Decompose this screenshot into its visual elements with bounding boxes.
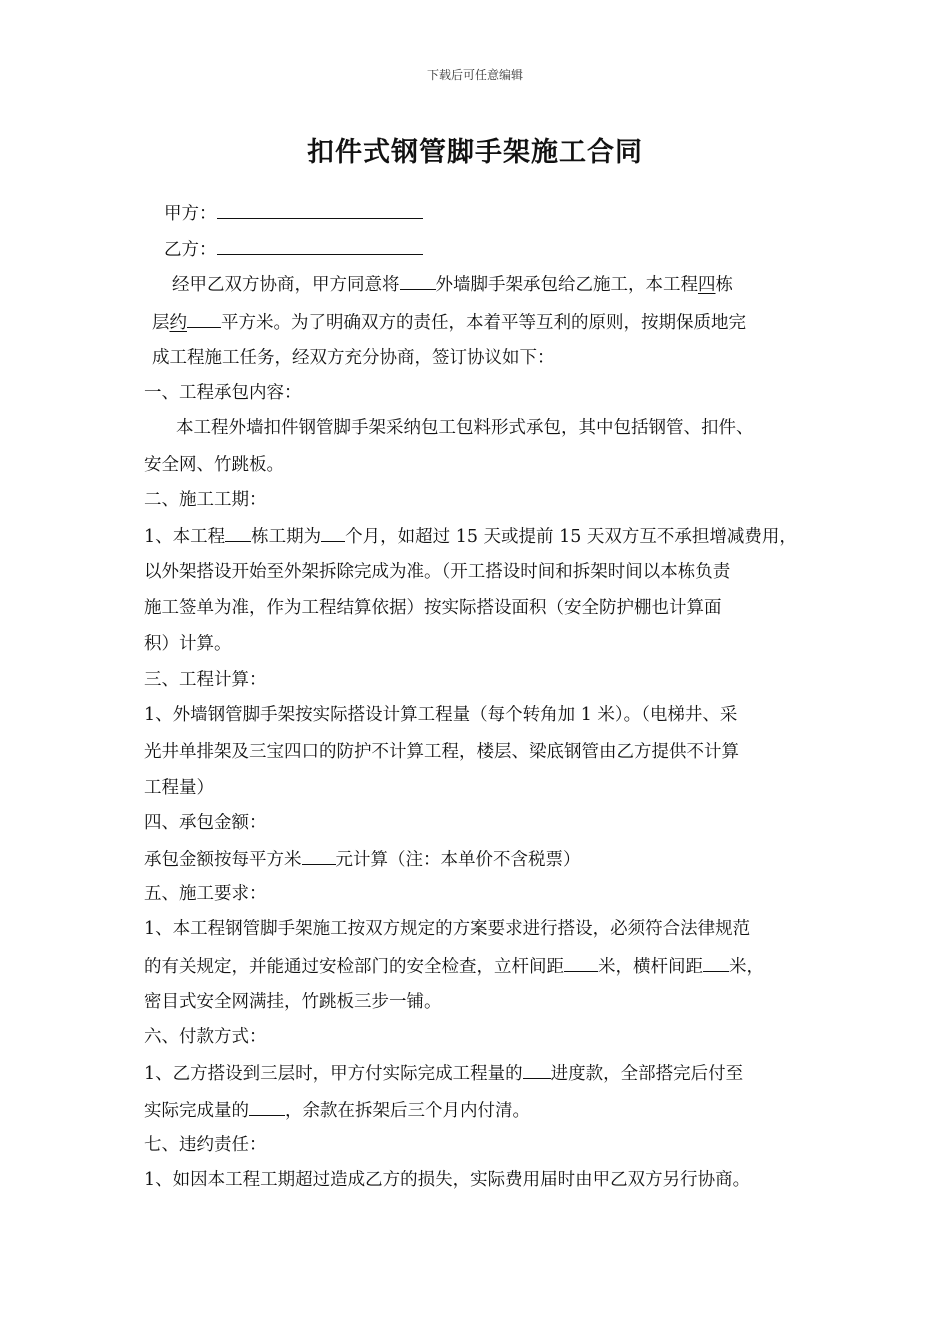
blank-field [703,953,729,972]
blank-field [564,953,598,972]
party-b-blank [217,236,423,255]
section-6-line-1 [144,1060,743,1086]
intro-line-2 [152,309,746,335]
section-5-text: 1、本工程钢管脚手架施工按双方规定的方案要求进行搭设，必须符合法律规范 [144,919,751,939]
party-a-line [164,200,423,226]
section-2-text: 积）计算。 [144,634,232,654]
section-4-heading: 四、承包金额： [144,813,267,833]
section-5-text: 密目式安全网满挂，竹跳板三步一铺。 [144,992,442,1012]
intro-line-1 [172,271,733,297]
party-a-blank [217,200,423,219]
header-note: 下载后可任意编辑 [426,68,523,82]
section-4-line-1 [144,846,581,872]
section-2-text: 个月，如超过 15 天或提前 15 天双方互不承担增减费用， [345,527,797,547]
party-b-label: 乙方： [164,240,217,260]
section-7-text: 1、如因本工程工期超过造成乙方的损失，实际费用届时由甲乙双方另行协商。 [144,1170,751,1190]
intro-text: 外墙脚手架承包给乙施工，本工程 [435,275,698,295]
section-2-text: 栋工期为 [251,527,322,547]
section-6-line-2 [144,1097,530,1123]
blank-field [302,846,336,865]
section-6-heading: 六、付款方式： [144,1027,267,1047]
section-2-heading: 二、施工工期： [144,490,267,510]
section-6-text: 1、乙方搭设到三层时，甲方付实际完成工程量的 [144,1064,523,1084]
section-5-text: 的有关规定，并能通过安检部门的安全检查，立杆间距 [144,957,564,977]
section-5-line-2 [144,953,764,979]
building-count: 四 [698,275,716,295]
section-6-text: ，余款在拆架后三个月内付清。 [285,1101,530,1121]
blank-field [321,523,345,542]
blank-field [249,1097,285,1116]
section-1-text: 本工程外墙扣件钢管脚手架采纳包工包料形式承包，其中包括钢管、扣件、 [176,418,754,438]
section-5-heading: 五、施工要求： [144,884,267,904]
section-2-line-1 [144,523,797,549]
intro-line-3: 成工程施工任务，经双方充分协商，签订协议如下： [152,348,555,368]
section-4-text: 承包金额按每平方米 [144,850,302,870]
section-3-text: 1、外墙钢管脚手架按实际搭设计算工程量（每个转角加 1 米）。（电梯井、采 [144,705,738,725]
section-5-text: 米，横杆间距 [598,957,703,977]
blank-field [400,271,436,290]
blank-field [225,523,251,542]
section-3-text: 光井单排架及三宝四口的防护不计算工程，楼层、梁底钢管由乙方提供不计算 [144,742,739,762]
section-2-text: 施工签单为准，作为工程结算依据）按实际搭设面积（安全防护棚也计算面 [144,598,722,618]
area-approx: 约 [169,313,187,333]
section-1-heading: 一、工程承包内容： [144,383,302,403]
party-b-line [164,236,423,262]
section-4-text: 元计算（注：本单价不含税票） [335,850,581,870]
intro-text: 层 [152,313,170,333]
section-3-text: 工程量） [144,778,214,798]
section-6-text: 进度款，全部搭完后付至 [550,1064,744,1084]
section-7-heading: 七、违约责任： [144,1135,267,1155]
section-2-text: 以外架搭设开始至外架拆除完成为准。（开工搭设时间和拆架时间以本栋负责 [144,562,731,582]
section-5-text: 米， [729,957,764,977]
document-title: 扣件式钢管脚手架施工合同 [307,137,643,168]
blank-field [187,309,221,328]
section-3-heading: 三、工程计算： [144,670,267,690]
intro-text: 栋 [715,275,733,295]
party-a-label: 甲方： [164,204,217,224]
section-2-text: 1、本工程 [144,527,226,547]
intro-text: 平方米。为了明确双方的责任，本着平等互利的原则，按期保质地完 [221,313,746,333]
section-6-text: 实际完成量的 [144,1101,249,1121]
section-1-text: 安全网、竹跳板。 [144,455,284,475]
blank-field [523,1060,551,1079]
intro-text: 经甲乙双方协商，甲方同意将 [172,275,400,295]
